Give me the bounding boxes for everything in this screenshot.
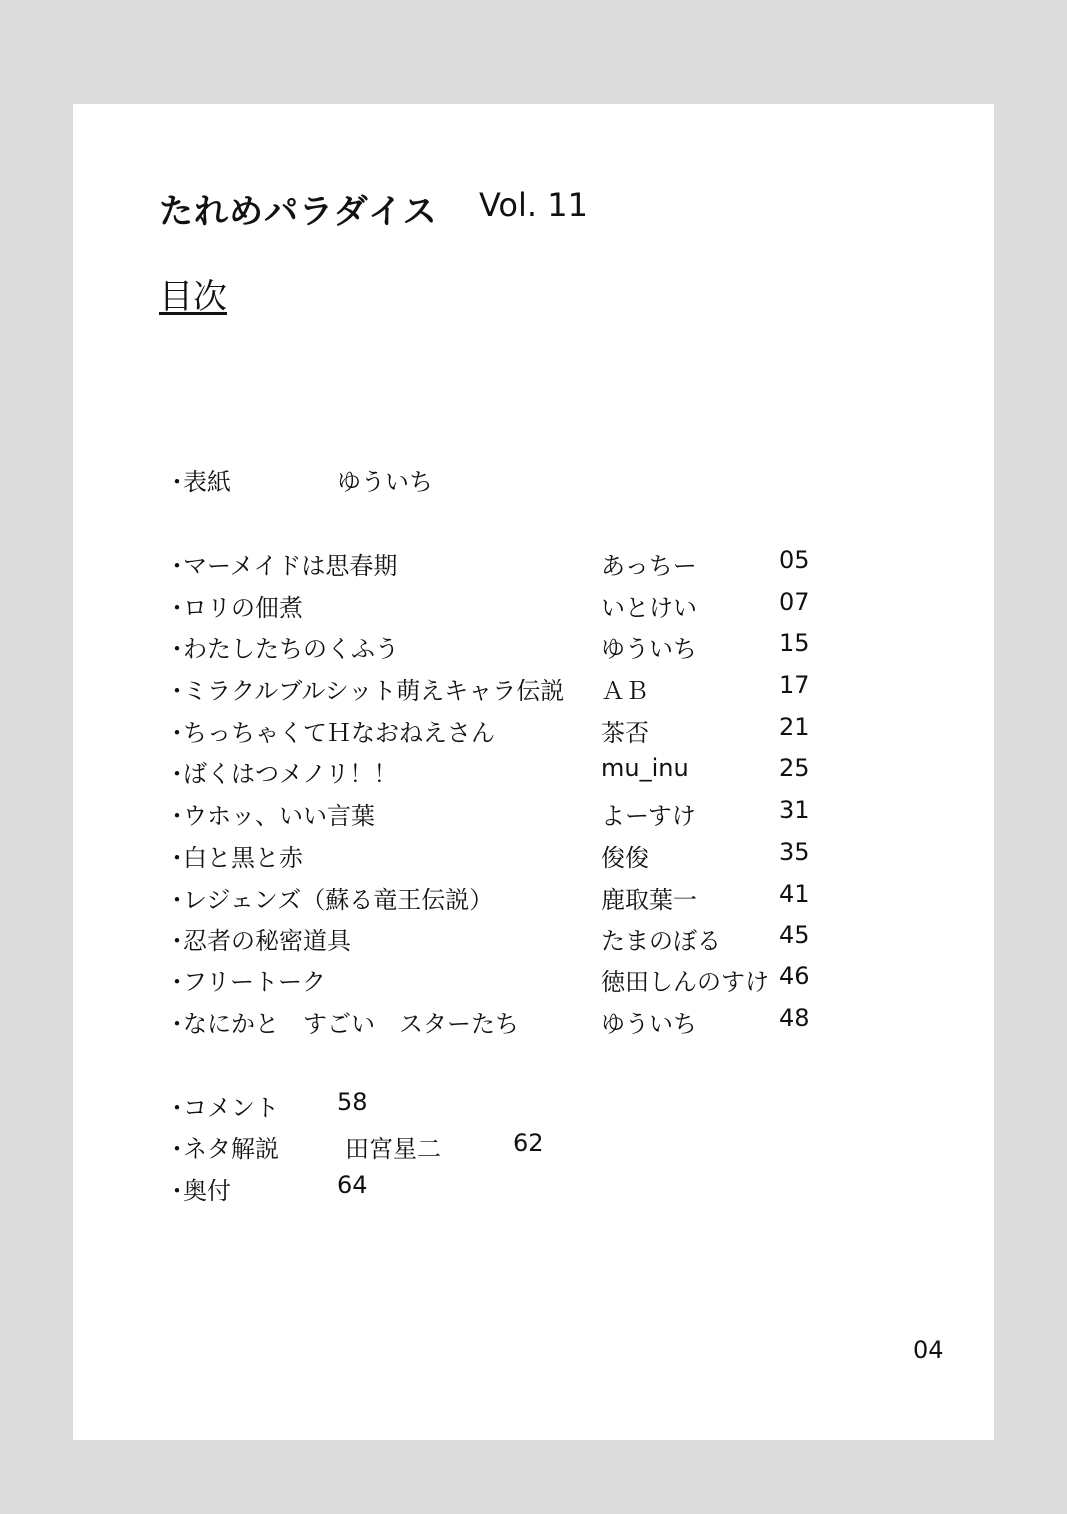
toc-author: mu_inu	[601, 754, 689, 782]
extra-author: 田宮星二	[345, 1135, 441, 1163]
cover-author: ゆういち	[337, 468, 433, 496]
toc-author: あっちー	[601, 552, 697, 580]
toc-page: 05	[779, 546, 810, 574]
book-page	[73, 104, 994, 1440]
toc-author: いとけい	[601, 594, 697, 622]
bullet: ・	[165, 677, 189, 705]
toc-entry	[73, 546, 994, 586]
bullet: ・	[165, 760, 189, 788]
toc-page: 35	[779, 838, 810, 866]
toc-page: 25	[779, 754, 810, 782]
toc-entry	[73, 796, 994, 836]
extra-page: 58	[337, 1088, 368, 1116]
toc-author: ゆういち	[601, 635, 697, 663]
bullet: ・	[165, 468, 189, 496]
extra-entry	[73, 1171, 994, 1211]
contents-heading: 目次	[159, 277, 227, 317]
bullet: ・	[165, 1094, 189, 1122]
bullet: ・	[165, 552, 189, 580]
toc-page: 41	[779, 880, 810, 908]
bullet: ・	[165, 1177, 189, 1205]
extra-entry	[73, 1129, 994, 1169]
toc-title: レジェンズ（蘇る竜王伝説）	[183, 886, 494, 914]
toc-entry	[73, 588, 994, 628]
toc-entry	[73, 921, 994, 961]
bullet: ・	[165, 1010, 189, 1038]
toc-author: ＡＢ	[601, 677, 649, 705]
toc-title: わたしたちのくふう	[183, 635, 399, 663]
volume-label: Vol. 11	[479, 186, 588, 224]
bullet: ・	[165, 594, 189, 622]
bullet: ・	[165, 802, 189, 830]
bullet: ・	[165, 635, 189, 663]
toc-title: ミラクルブルシット萌えキャラ伝説	[183, 677, 565, 705]
toc-author: 俊俊	[601, 844, 649, 872]
bullet: ・	[165, 1135, 189, 1163]
toc-entry	[73, 713, 994, 753]
bullet: ・	[165, 968, 189, 996]
extra-page: 64	[337, 1171, 368, 1199]
cover-entry	[73, 462, 994, 502]
bullet: ・	[165, 927, 189, 955]
extra-page: 62	[513, 1129, 544, 1157]
page-number: 04	[913, 1336, 944, 1364]
bullet: ・	[165, 886, 189, 914]
toc-page: 31	[779, 796, 810, 824]
toc-title: ロリの佃煮	[183, 594, 303, 622]
book-title: たれめパラダイス	[159, 192, 438, 232]
toc-entry	[73, 671, 994, 711]
bullet: ・	[165, 719, 189, 747]
toc-title: ばくはつメノリ！！	[183, 760, 398, 788]
toc-author: 徳田しんのすけ	[601, 968, 769, 996]
toc-title: 白と黒と赤	[183, 844, 303, 872]
toc-author: ゆういち	[601, 1010, 697, 1038]
extra-label: 奥付	[183, 1177, 231, 1205]
cover-label: 表紙	[183, 468, 231, 496]
toc-entry	[73, 1004, 994, 1044]
extra-entry	[73, 1088, 994, 1128]
toc-title: ちっちゃくてＨなおねえさん	[183, 719, 495, 747]
toc-page: 46	[779, 962, 810, 990]
bullet: ・	[165, 844, 189, 872]
toc-author: よーすけ	[601, 802, 696, 830]
toc-page: 07	[779, 588, 810, 616]
toc-author: 茶否	[601, 719, 649, 747]
toc-entry	[73, 838, 994, 878]
extra-label: ネタ解説	[183, 1135, 279, 1163]
toc-page: 45	[779, 921, 810, 949]
toc-author: たまのぼる	[601, 927, 721, 955]
toc-title: ウホッ、いい言葉	[183, 802, 375, 830]
toc-page: 48	[779, 1004, 810, 1032]
toc-page: 15	[779, 629, 810, 657]
toc-entry	[73, 629, 994, 669]
toc-entry	[73, 754, 994, 794]
toc-page: 17	[779, 671, 810, 699]
toc-title: マーメイドは思春期	[183, 552, 398, 580]
toc-author: 鹿取葉一	[601, 886, 697, 914]
toc-title: 忍者の秘密道具	[183, 927, 351, 955]
toc-entry	[73, 880, 994, 920]
toc-entry	[73, 962, 994, 1002]
toc-title: なにかと すごい スターたち	[183, 1010, 519, 1038]
extra-label: コメント	[183, 1094, 279, 1122]
toc-title: フリートーク	[183, 968, 327, 996]
toc-page: 21	[779, 713, 810, 741]
